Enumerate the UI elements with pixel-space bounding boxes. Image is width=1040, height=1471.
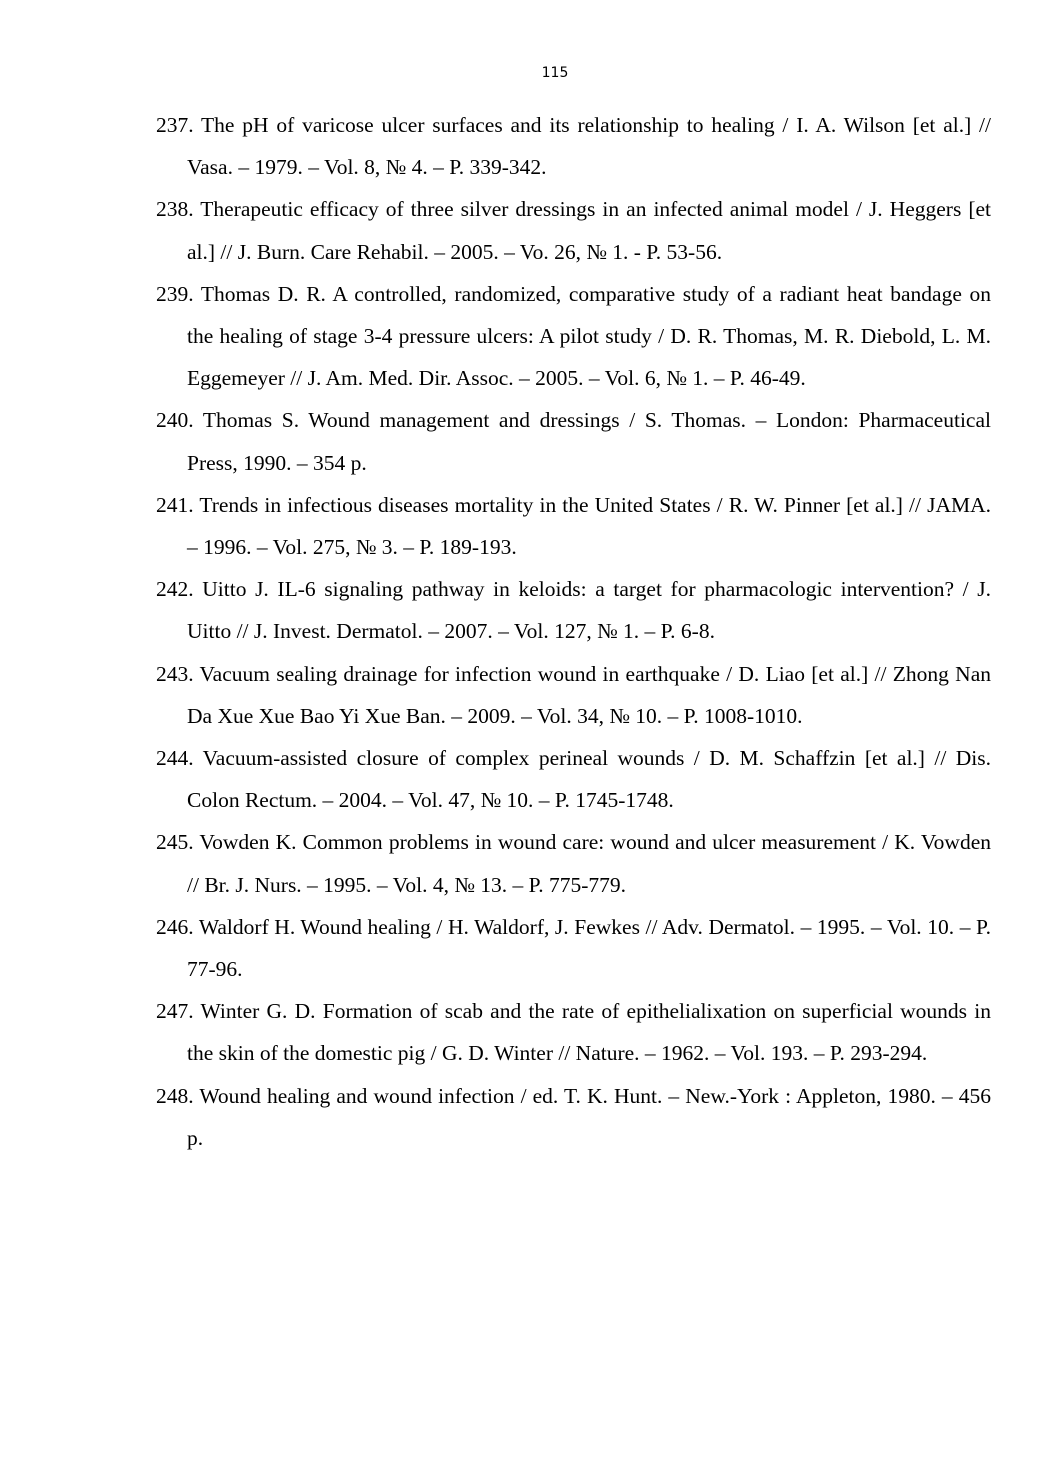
reference-item: 238. Therapeutic efficacy of three silver dressings in an infected animal model / J. Heggers [et al.] // J. Burn. Care Rehabil. – 2005. – Vo. 26, № 1. - P. 53-56. xyxy=(156,197,991,264)
reference-item: 241. Trends in infectious diseases mortality in the United States / R. W. Pinner [et al.] // JAMA. – 1996. – Vol. 275, № 3. – P. 189-193. xyxy=(156,492,991,560)
reference-item: 246. Waldorf H. Wound healing / H. Waldorf, J. Fewkes // Adv. Dermatol. – 1995. – Vol. 10. – P. 77-96. xyxy=(156,914,991,982)
reference-item: 239. Thomas D. R. A controlled, randomized, comparative study of a radiant heat bandage on the healing of stage 3-4 pressure ulcers: A pilot study / D. R. Thomas, M. R. Diebold, L. M. Eggemeyer // J. Am. Med. Dir. Assoc. – 2005. – Vol. 6, № 1. – P. 46-49. xyxy=(156,281,991,391)
reference-list xyxy=(156,104,991,1159)
reference-item: 244. Vacuum-assisted closure of complex perineal wounds / D. M. Schaffzin [et al.] // Dis. Colon Rectum. – 2004. – Vol. 47, № 10. – P. 1745-1748. xyxy=(156,746,991,813)
reference-item: 242. Uitto J. IL-6 signaling pathway in keloids: a target for pharmacologic intervention? / J. Uitto // J. Invest. Dermatol. – 2007. – Vol. 127, № 1. – P. 6-8. xyxy=(156,577,991,644)
reference-item: 245. Vowden K. Common problems in wound care: wound and ulcer measurement / K. Vowden // Br. J. Nurs. – 1995. – Vol. 4, № 13. – P. 775-779. xyxy=(156,830,991,897)
reference-item: 240. Thomas S. Wound management and dressings / S. Thomas. – London: Pharmaceutical Press, 1990. – 354 p. xyxy=(156,408,991,475)
page-number: 115 xyxy=(541,65,569,81)
reference-item: 248. Wound healing and wound infection / ed. T. K. Hunt. – New.-York : Appleton, 1980. – 456 p. xyxy=(156,1083,991,1150)
reference-item: 247. Winter G. D. Formation of scab and the rate of epithelialixation on superficial wounds in the skin of the domestic pig / G. D. Winter // Nature. – 1962. – Vol. 193. – P. 293-294. xyxy=(156,999,991,1066)
reference-item: 237. The pH of varicose ulcer surfaces and its relationship to healing / I. A. Wilson [et al.] // Vasa. – 1979. – Vol. 8, № 4. – P. 339-342. xyxy=(156,113,991,180)
reference-item: 243. Vacuum sealing drainage for infection wound in earthquake / D. Liao [et al.] // Zhong Nan Da Xue Xue Bao Yi Xue Ban. – 2009. – Vol. 34, № 10. – P. 1008-1010. xyxy=(156,661,991,728)
